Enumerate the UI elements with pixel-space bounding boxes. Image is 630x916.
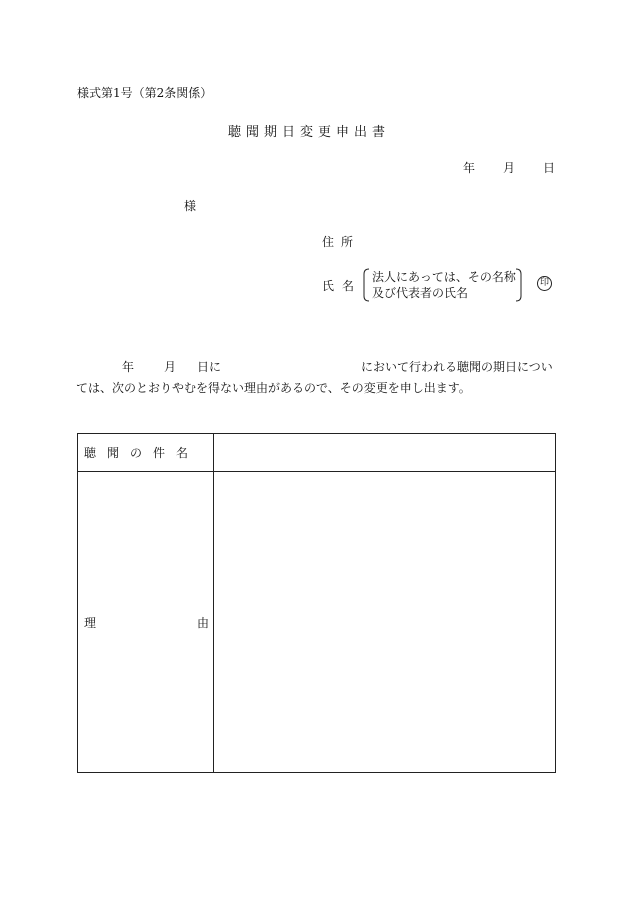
table-column-divider [213,434,214,772]
body-line1-rest: において行われる聴聞の期日につい [361,360,553,374]
body-day: 日に [197,360,222,374]
left-bracket-icon [362,268,370,302]
right-bracket-icon [515,268,523,302]
body-month: 月 [164,360,177,374]
document-title: 聴聞期日変更申出書 [228,125,391,140]
case-name-label: 聴聞の件名 [84,446,200,460]
reason-label-end: 由 [197,616,210,630]
reason-field[interactable] [215,474,553,770]
date-day: 日 [543,161,556,175]
case-table [77,433,556,773]
date-year: 年 [463,161,476,175]
name-note [362,268,527,302]
name-note-line2: 及び代表者の氏名 [372,286,469,300]
address-label: 住所 [322,235,361,249]
date-line [463,161,555,175]
date-month: 月 [503,161,516,175]
body-text-line1 [76,360,556,376]
name-note-line1: 法人にあっては、その名称 [372,270,516,284]
body-year: 年 [122,360,135,374]
seal-mark: 印 [537,276,552,291]
table-row-divider [78,471,555,472]
name-label: 氏名 [322,279,363,293]
addressee-honorific: 様 [184,199,197,213]
reason-label-start: 理 [84,616,97,630]
body-text-line2: ては、次のとおりやむを得ない理由があるので、その変更を申し出ます。 [76,381,471,395]
case-name-field[interactable] [215,435,553,470]
form-number-label: 様式第1号（第2条関係） [77,86,213,100]
